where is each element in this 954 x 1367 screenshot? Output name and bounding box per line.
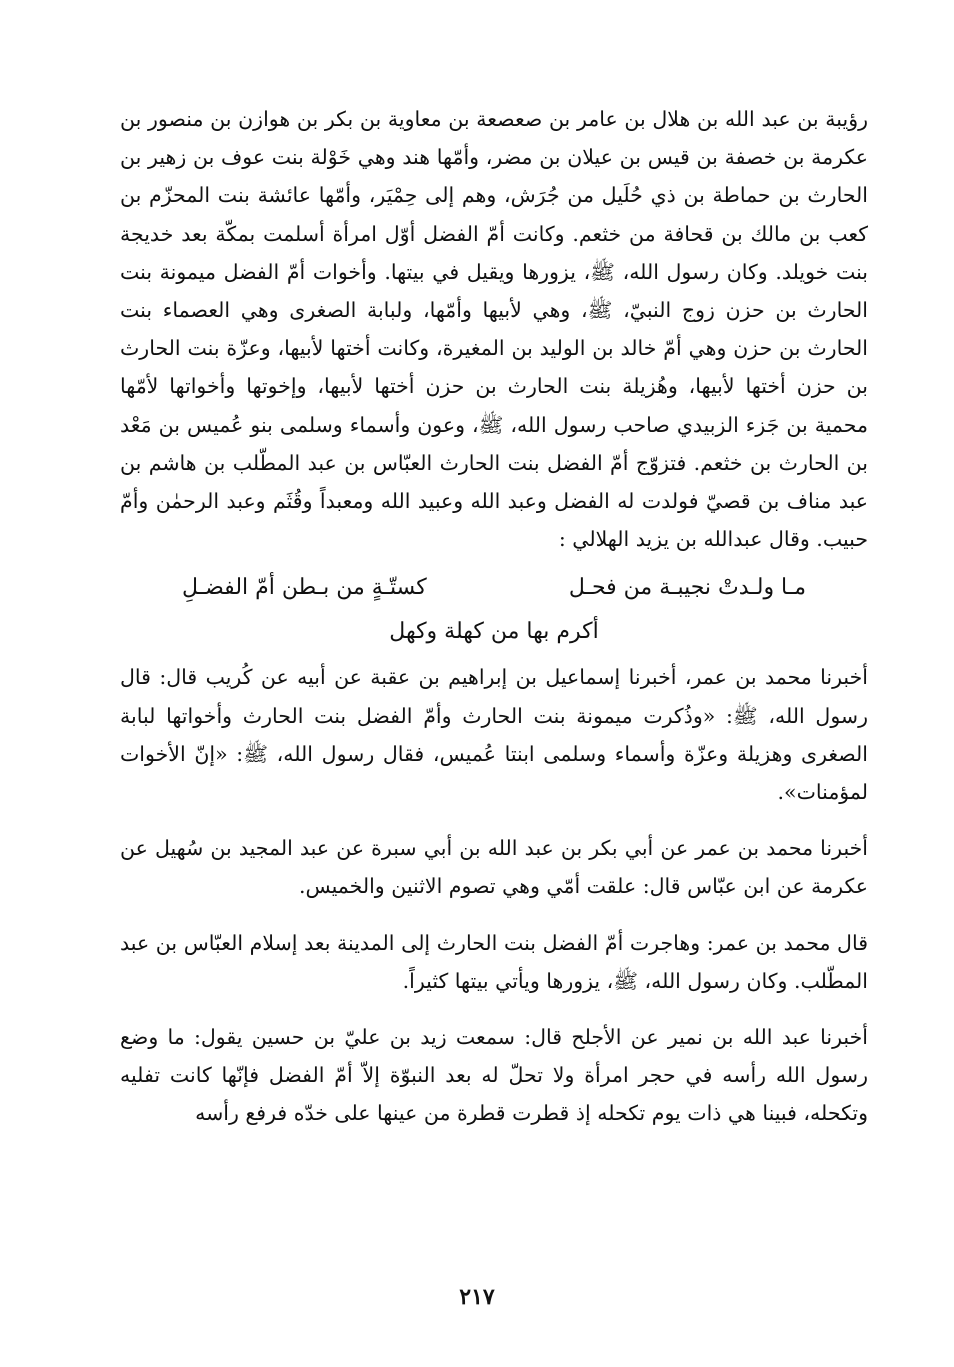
poem-verse-2: أكرم بها من كهلة وكهل [389,619,599,645]
paragraph-zayd-report: أخبرنا عبد الله بن نمير عن الأجلح قال: سمعت زيد بن عليّ بن حسين يقول: ما وضع رسول الله رأسه في حجر امرأة ولا تحلّ له بعد النبوّة إلاّ أمّ الفضل فإنّها كانت تفليه وتكحله، فبينا هي ذات يوم تكحله إذ قطرت قطرة من عينها على خدّه فرفع رأسه [120,1025,868,1126]
paragraph-lineage: رؤيبة بن عبد الله بن هلال بن عامر بن صعصعة بن معاوية بن بكر بن هوازن بن منصور بن عكرمة بن خصفة بن قيس بن عيلان بن مضر، وأمّها هند وهي خَوْلة بنت عوف بن زهير بن الحارث بن حماطة بن ذي حُلَيل من جُرَش، وهم إلى حِمْيَر، وأمّها عائشة بنت المحزّم بن كعب بن مالك بن قحافة من خثعم. وكانت أمّ الفضل أوّل امرأة أسلمت بمكّة بعد خديجة بنت خويلد. وكان رسول الله، ﷺ، يزورها ويقيل في بيتها. وأخوات أمّ الفضل ميمونة بنت الحارث بن حزن زوج النبيّ، ﷺ، وهي لأبيها وأمّها، ولبابة الصغرى وهي العصماء بنت الحارث بن حزن وهي أمّ خالد بن الوليد بن المغيرة، وكانت أختها لأبيها، وعزّة بنت الحارث بن حزن أختها لأبيها، وهُزيلة بنت الحارث بن حزن أختها لأبيها، وإخوتها وأخواتها لأمّها محمية بن جَزء الزبيدي صاحب رسول الله، ﷺ، وعون وأسماء وسلمى بنو عُميس بن مَعْد بن الحارث بن خثعم. فتزوّج أمّ الفضل بنت الحارث العبّاس بن عبد المطّلب بن هاشم بن عبد مناف بن قصيّ فولدت له الفضل وعبد الله وعبيد الله ومعبداً وقُثَم وعبد الرحمٰن وأمّ حبيب. وقال عبدالله بن يزيد الهلالي : [120,107,868,552]
poem [120,566,868,654]
poem-verse-1 [120,566,868,610]
paragraph-ibn-abbas-report: أخبرنا محمد بن عمر عن أبي بكر بن عبد الله بن أبي سبرة عن عبد المجيد بن سُهيل عن عكرمة عن ابن عبّاس قال: علقت أمّي وهي تصوم الاثنين والخميس. [120,836,868,899]
page-body [120,100,868,1133]
page-number: ٢١٧ [459,1284,495,1310]
paragraph-kurayb-report: أخبرنا محمد بن عمر، أخبرنا إسماعيل بن إبراهيم بن عقبة عن أبيه عن كُريب قال: قال رسول الله، ﷺ: «وذُكرت ميمونة بنت الحارث وأمّ الفضل بنت الحارث وأخواتها لبابة الصغرى وهزيلة وعزّة وأسماء وسلمى ابنتا عُميس، فقال رسول الله، ﷺ: «إنّ الأخوات لمؤمنات». [120,665,868,805]
poem-hemistich-second: كستّـةٍ من بـطن أمّ الفضـلِ [182,575,427,601]
poem-hemistich-first: مـا ولـدتْ نجيبـة من فحـل [568,575,806,601]
paragraph-migration-report: قال محمد بن عمر: وهاجرت أمّ الفضل بنت الحارث إلى المدينة بعد إسلام العبّاس بن عبد المطّلب. وكان رسول الله، ﷺ، يزورها ويأتي بيتها كثيراً. [120,930,868,993]
